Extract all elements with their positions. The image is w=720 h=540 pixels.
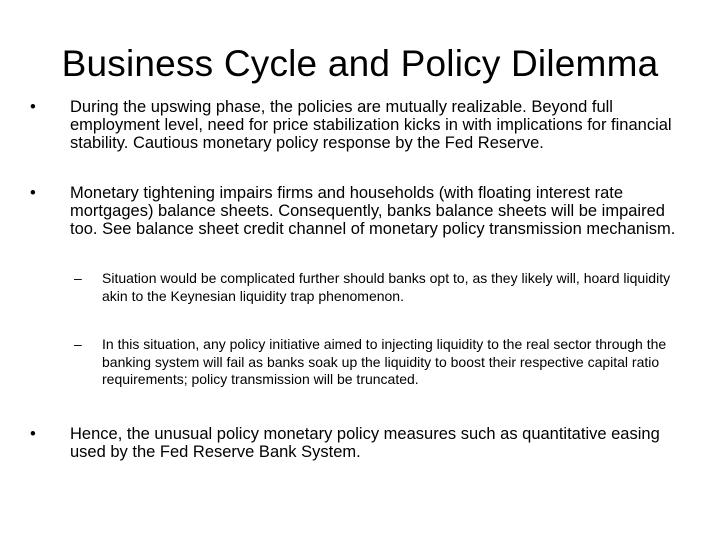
slide-content	[30, 98, 690, 461]
bullet-item	[30, 98, 690, 152]
bullet-text: Monetary tightening impairs firms and households (with floating interest rate mortgages) balance sheets. Consequently, banks balance sheets will be impaired too. See balance sheet credit channel of monetary policy transmission mechanism.	[70, 184, 676, 238]
sub-bullet-marker: –	[74, 270, 82, 286]
bullet-marker: •	[30, 184, 36, 202]
sub-bullet-text: Situation would be complicated further should banks opt to, as they likely will, hoard liquidity akin to the Keynesian liquidity trap phenomenon.	[102, 270, 671, 304]
sub-bullet-text: In this situation, any policy initiative aimed to injecting liquidity to the real sector through the banking system will fail as banks soak up the liquidity to boost their respective capital ratio requirements; policy transmission will be truncated.	[102, 336, 667, 387]
bullet-marker: •	[30, 98, 36, 116]
slide-title: Business Cycle and Policy Dilemma	[61, 43, 659, 84]
sub-bullet-marker: –	[74, 336, 82, 352]
bullet-marker: •	[30, 424, 36, 443]
bullet-item	[30, 184, 690, 238]
bullet-item	[30, 425, 690, 461]
sub-bullet-item	[30, 270, 690, 305]
bullet-text: During the upswing phase, the policies are mutually realizable. Beyond full employment level, need for price stabilization kicks in with implications for financial stability. Cautious monetary policy response by the Fed Reserve.	[70, 98, 672, 152]
sub-bullet-item	[30, 336, 690, 389]
bullet-text: Hence, the unusual policy monetary policy measures such as quantitative easing used by the Fed Reserve Bank System.	[70, 424, 660, 461]
